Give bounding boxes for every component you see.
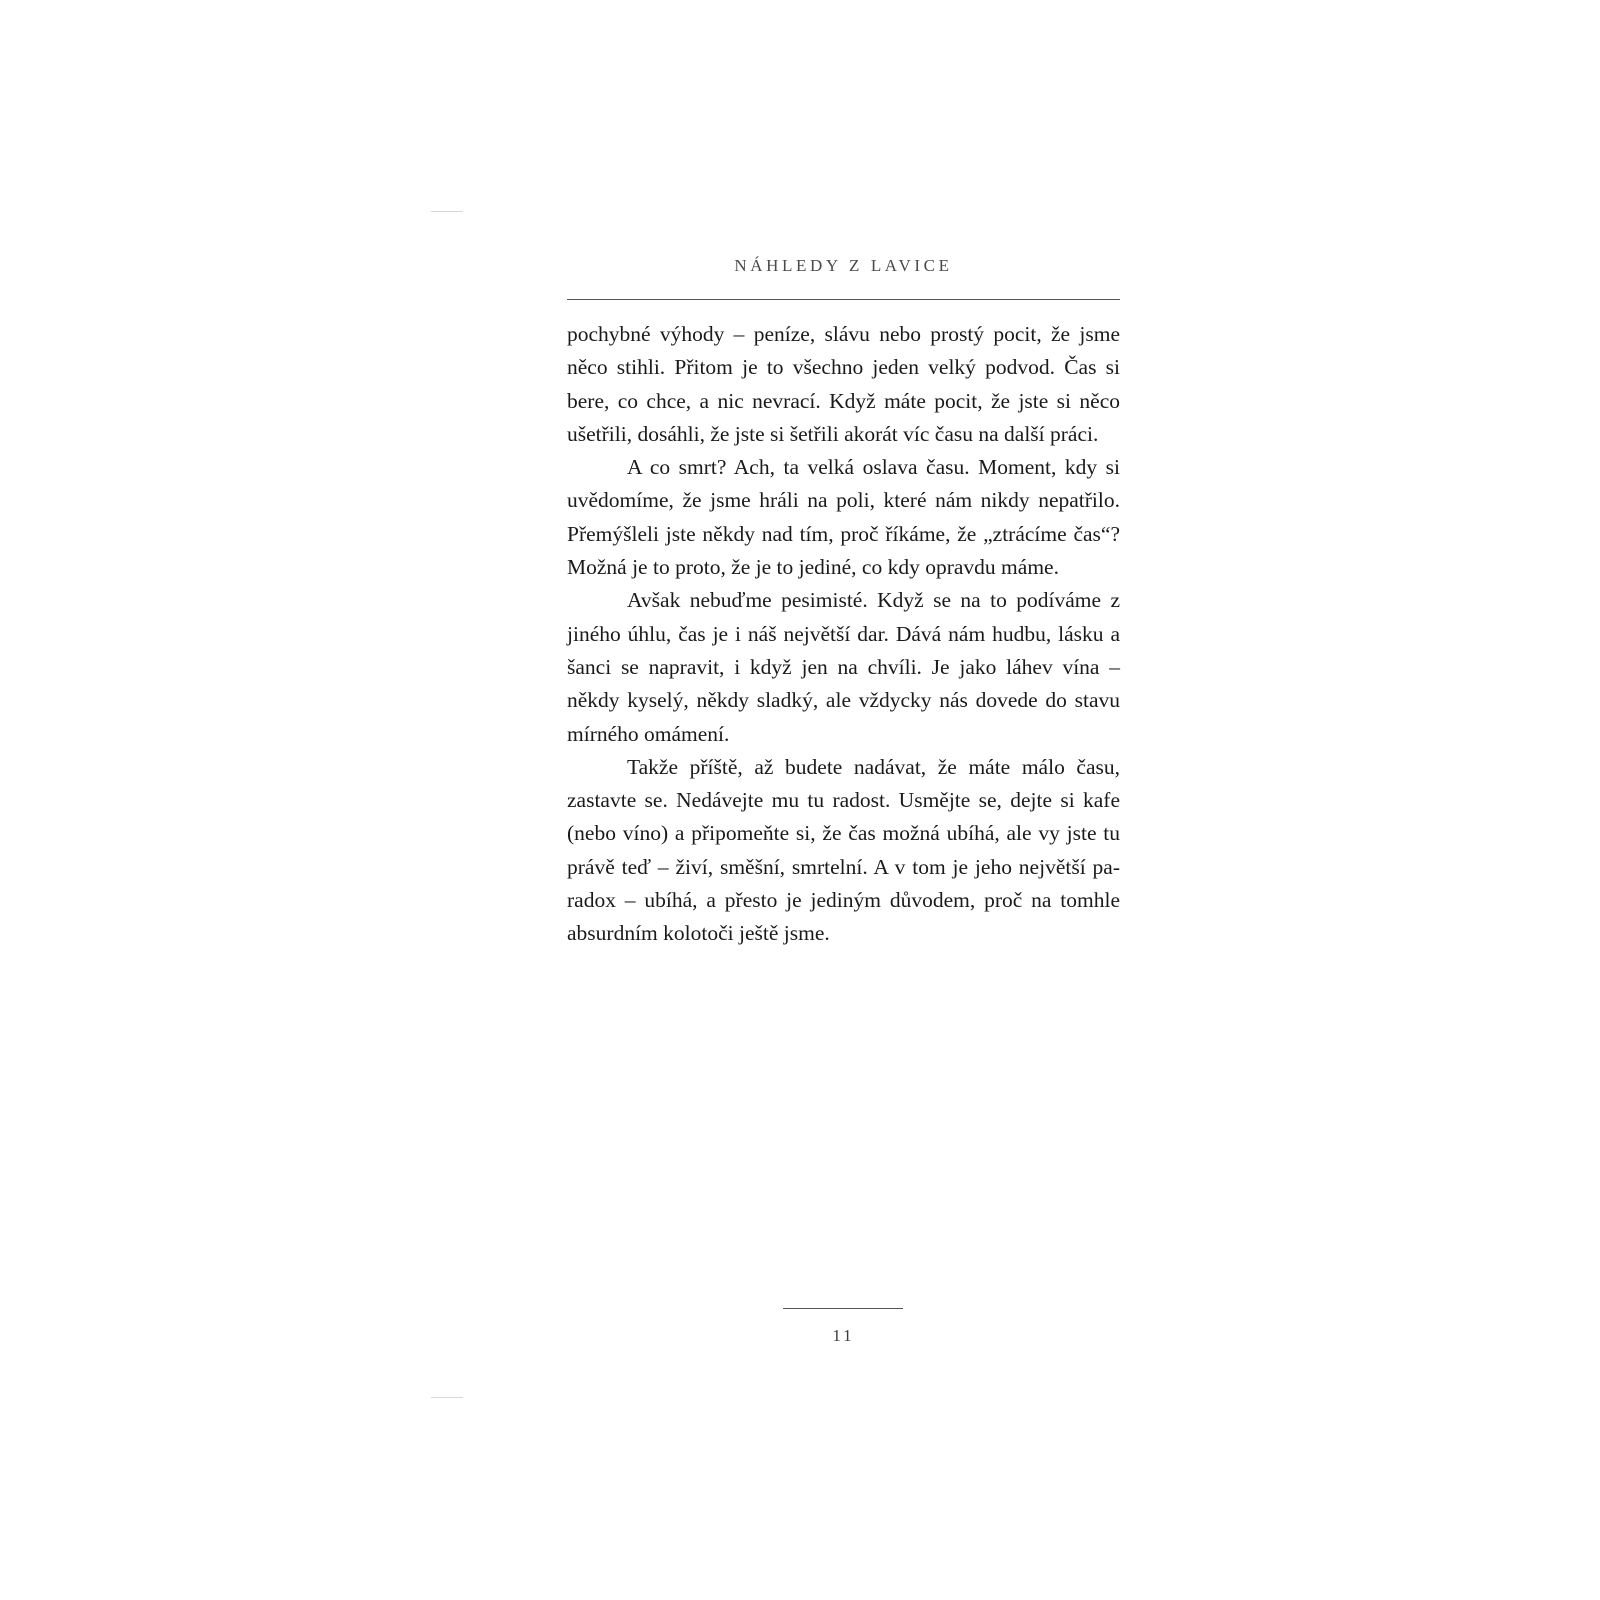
crop-mark-bottom bbox=[431, 1397, 463, 1398]
book-page bbox=[567, 0, 1120, 1600]
header-rule bbox=[567, 299, 1120, 300]
paragraph-4: Takže příště, až budete nadávat, že máte málo času, zastavte se. Nedávejte mu tu radost. Usmějte se, dejte si kafe (nebo víno) a připomeňte si, že čas možná ubíhá, ale vy jste tu právě teď – živí, směšní, smrtelní. A v tom je jeho největší paradox – ubíhá, a přesto je jediným důvodem, proč na tomhle absurdním kolotoči ještě jsme. bbox=[567, 754, 1120, 946]
paragraph-3: Avšak nebuďme pesimisté. Když se na to podíváme z jiného úhlu, čas je i náš největší dar. Dává nám hudbu, lásku a šanci se napravit, i když jen na chvíli. Je jako láhev vína – někdy kyselý, někdy sladký, ale vždycky nás dovede do stavu mírného omámení. bbox=[567, 588, 1120, 746]
paragraph-2: A co smrt? Ach, ta velká oslava času. Moment, kdy si uvědomíme, že jsme hráli na poli, které nám nikdy nepatřilo. Přemýšleli jste někdy nad tím, proč říkáme, že „ztrácíme čas“? Možná je to proto, že je to jediné, co kdy opravdu máme. bbox=[567, 455, 1120, 580]
page-number: 11 bbox=[832, 1326, 855, 1345]
footer-rule bbox=[783, 1308, 903, 1309]
paragraph-1: pochybné výhody – peníze, slávu nebo prostý pocit, že jsme něco stihli. Přitom je to všechno jeden velký podvod. Čas si bere, co chce, a nic nevrací. Když máte pocit, že jste si něco ušetřili, dosáhli, že jste si šetřili akorát víc času na další práci. bbox=[567, 322, 1120, 446]
crop-mark-top bbox=[431, 211, 463, 212]
body-text bbox=[567, 318, 1120, 951]
running-head: NÁHLEDY Z LAVICE bbox=[734, 256, 953, 275]
